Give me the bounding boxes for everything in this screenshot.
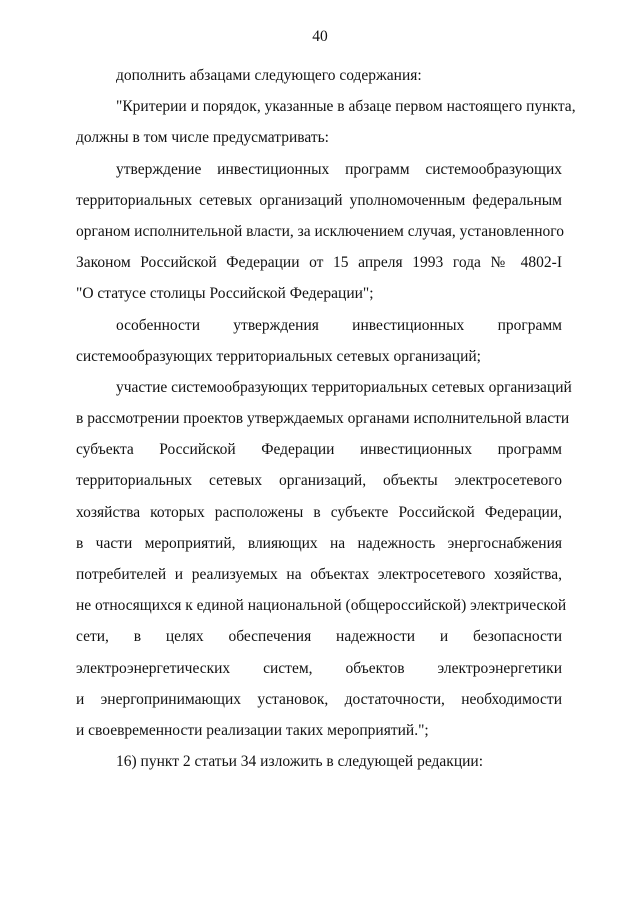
document-body: [76, 60, 576, 777]
text-line: потребителей и реализуемых на объектах электросетевого хозяйства,: [76, 566, 562, 583]
text-line: особенности утверждения инвестиционных программ: [116, 316, 562, 334]
text-line: электроэнергетических систем, объектов электроэнергетики: [76, 659, 562, 677]
text-line: утверждение инвестиционных программ системообразующих: [116, 160, 562, 178]
text-line: "Критерии и порядок, указанные в абзаце первом настоящего пункта,: [116, 98, 576, 116]
text-line: участие системообразующих территориальных сетевых организаций: [116, 378, 572, 396]
text-line: "О статусе столицы Российской Федерации";: [76, 285, 374, 303]
text-line: Законом Российской Федерации от 15 апреля 1993 года № 4802-I: [76, 254, 562, 272]
text-line: дополнить абзацами следующего содержания:: [116, 67, 422, 84]
text-line: территориальных сетевых организаций уполномоченным федеральным: [76, 191, 562, 209]
text-line: и своевременности реализации таких мероприятий.";: [76, 721, 429, 739]
text-line: системообразующих территориальных сетевых организаций;: [76, 347, 481, 365]
text-line: в части мероприятий, влияющих на надежность энергоснабжения: [76, 534, 562, 552]
text-line: субъекта Российской Федерации инвестиционных программ: [76, 441, 562, 459]
text-line: не относящихся к единой национальной (общероссийской) электрической: [76, 597, 567, 615]
text-line: сети, в целях обеспечения надежности и безопасности: [76, 628, 562, 646]
text-line: и энергопринимающих установок, достаточности, необходимости: [76, 690, 562, 708]
text-line: хозяйства которых расположены в субъекте Российской Федерации,: [76, 503, 562, 521]
text-line: должны в том числе предусматривать:: [76, 129, 329, 147]
page-number: 40: [312, 28, 328, 45]
text-line: 16) пункт 2 статьи 34 изложить в следующей редакции:: [116, 753, 484, 771]
text-line: территориальных сетевых организаций, объекты электросетевого: [76, 472, 562, 490]
text-line: органом исполнительной власти, за исключением случая, установленного: [76, 222, 564, 240]
text-line: в рассмотрении проектов утверждаемых органами исполнительной власти: [76, 410, 570, 428]
